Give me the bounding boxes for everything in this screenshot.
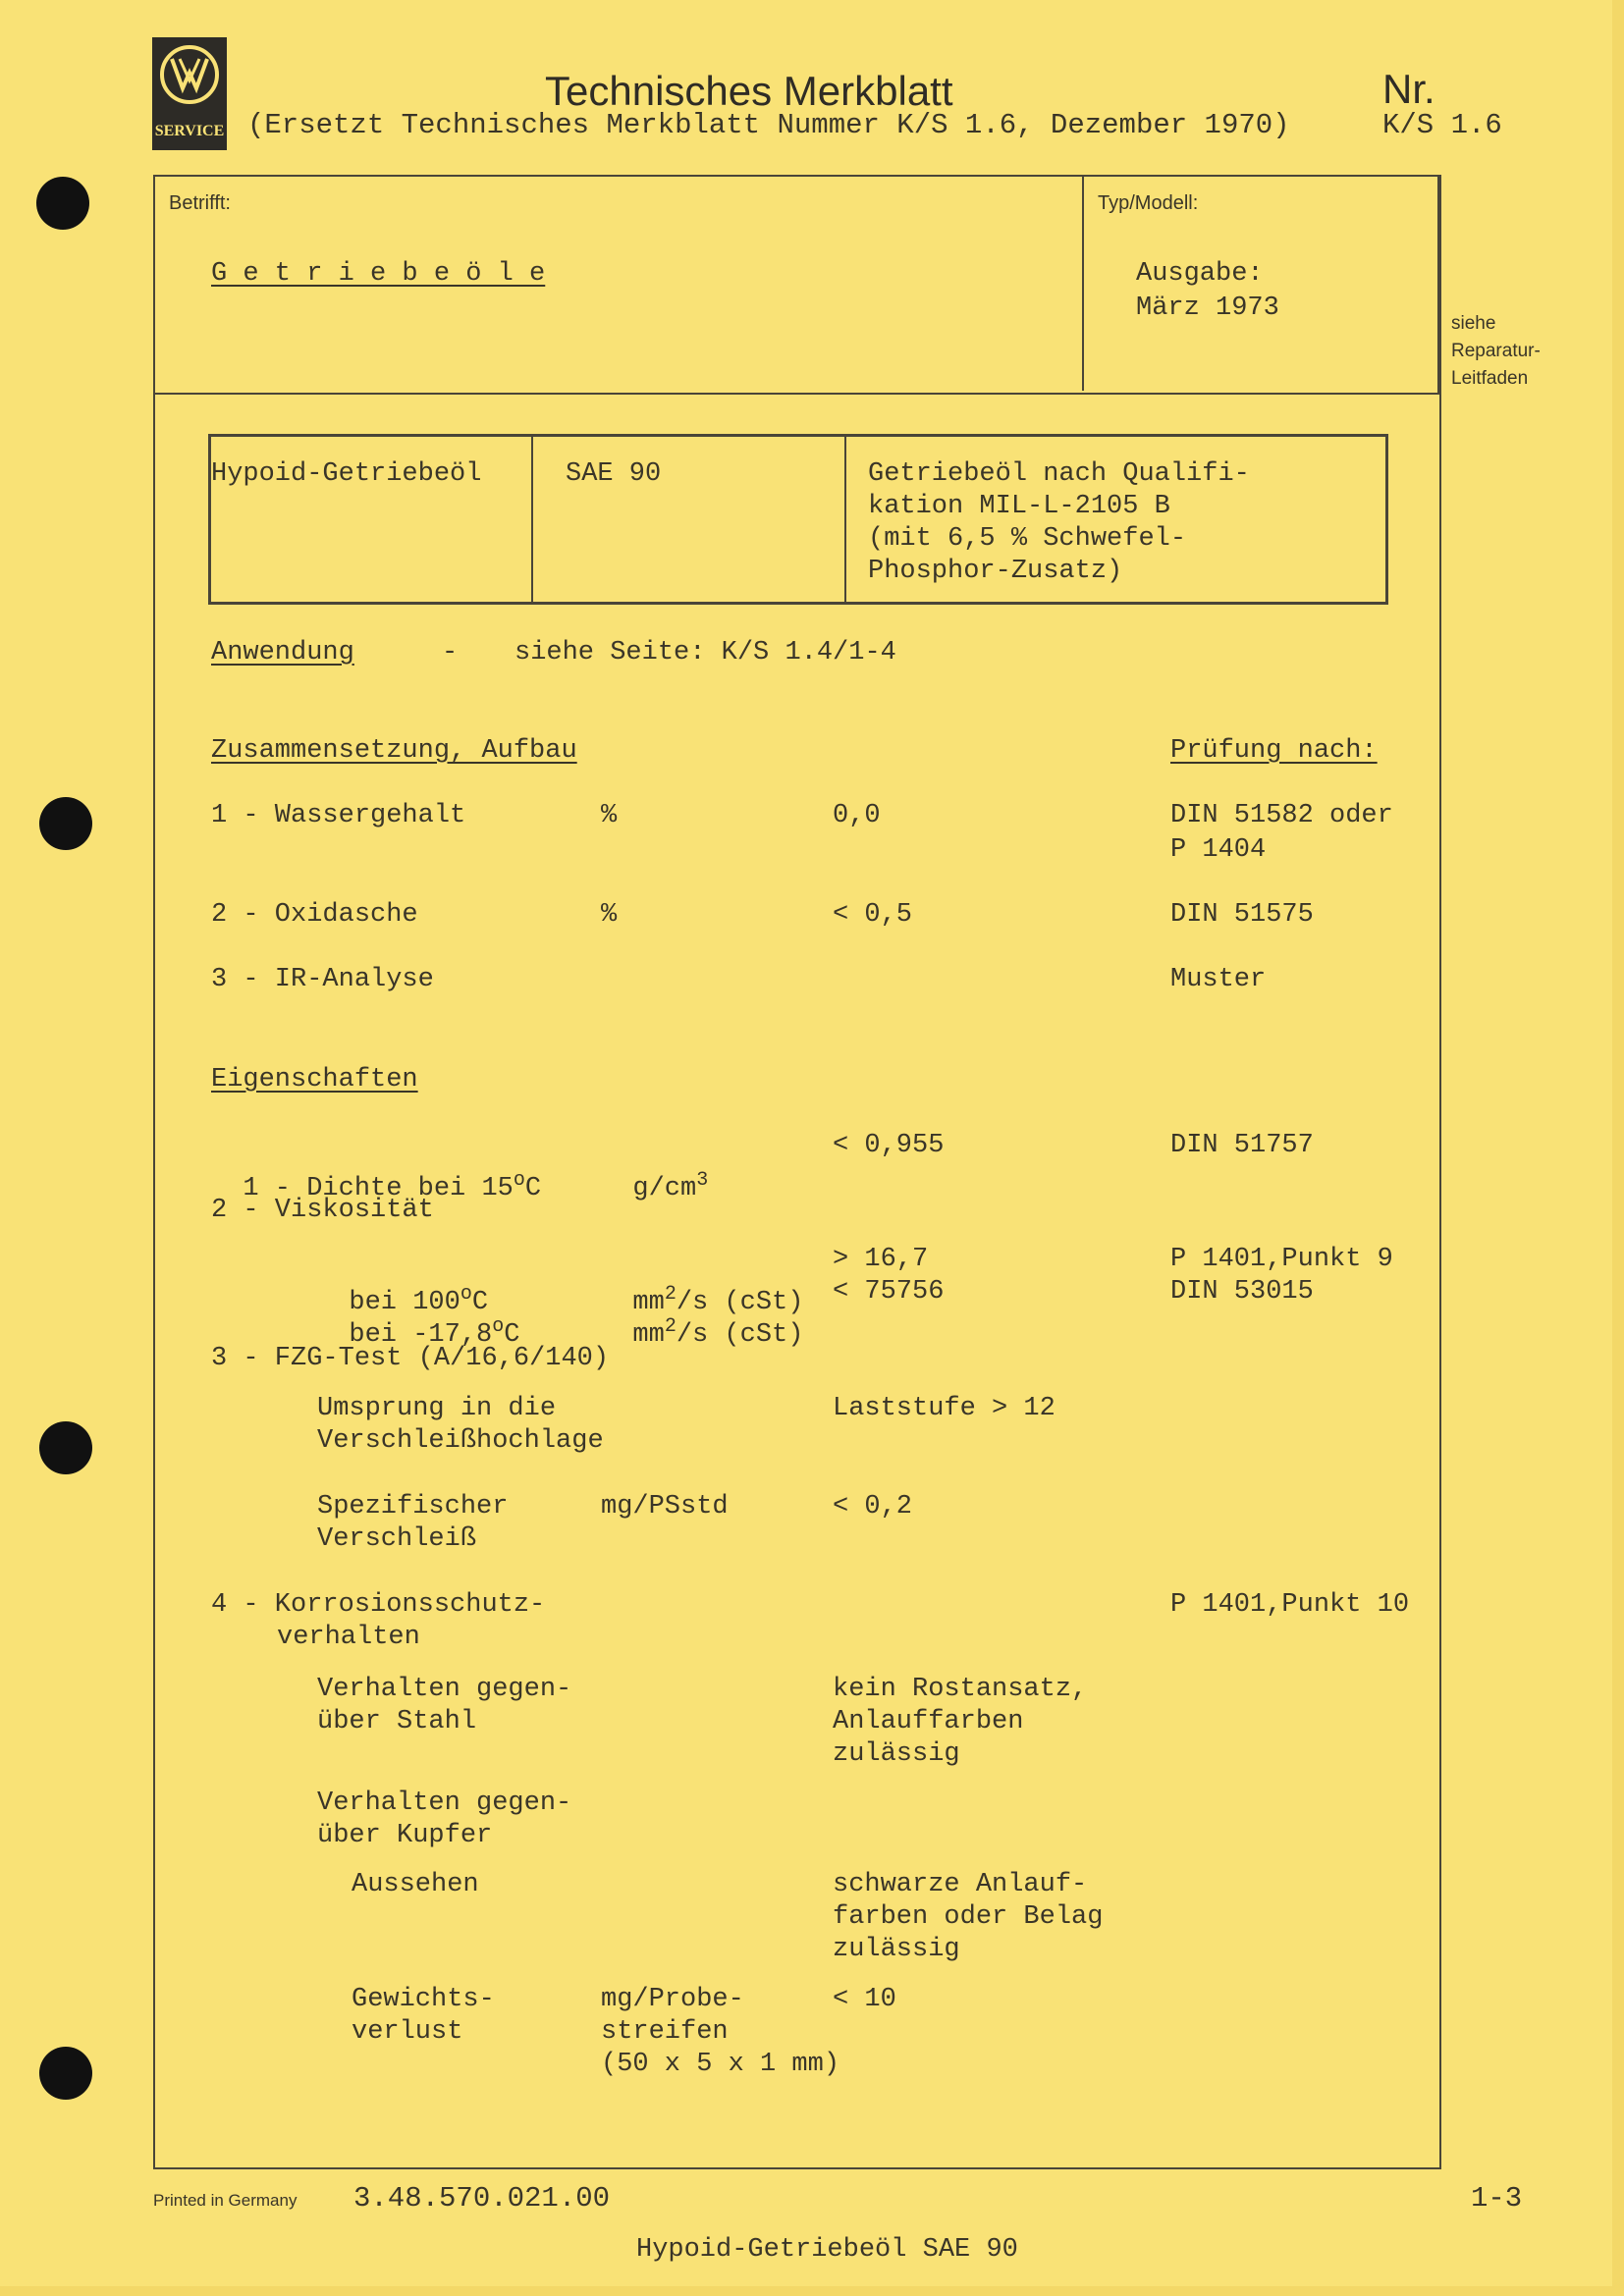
- product-table-divider: [844, 434, 846, 603]
- stahl-label: Verhalten gegen-: [317, 1675, 572, 1704]
- fzg-spez-unit: mg/PSstd: [601, 1492, 729, 1522]
- celsius: C: [524, 1174, 542, 1203]
- unit-text: /s (cSt): [676, 1320, 804, 1350]
- logo-service-label: SERVICE: [154, 123, 225, 139]
- product-name: Hypoid-Getriebeöl: [211, 459, 482, 489]
- unit-text: /s (cSt): [676, 1288, 804, 1317]
- header-box-divider: [1082, 175, 1084, 391]
- table-row-test: P 1404: [1170, 835, 1267, 865]
- degree-mark: o: [492, 1315, 505, 1338]
- celsius: C: [471, 1288, 489, 1317]
- fzg-spez: Verschleiß: [317, 1524, 477, 1554]
- fzg-spez-value: < 0,2: [833, 1492, 913, 1522]
- temp-label: bei -17,8: [349, 1320, 493, 1350]
- fzg-umsprung: Verschleißhochlage: [317, 1426, 604, 1456]
- gewicht-unit: mg/Probe-: [601, 1985, 744, 2014]
- product-desc: kation MIL-L-2105 B: [868, 492, 1170, 521]
- binder-hole: [39, 1421, 92, 1474]
- stahl-value: zulässig: [833, 1739, 960, 1769]
- paper-edge-right: [1612, 0, 1624, 2296]
- fzg-spez: Spezifischer: [317, 1492, 509, 1522]
- aussehen-value: zulässig: [833, 1935, 960, 1964]
- dichte-label: 1 - Dichte bei 15: [243, 1174, 514, 1203]
- document-title: Technisches Merkblatt: [545, 68, 953, 114]
- table-row-value: < 0,5: [833, 900, 913, 930]
- typ-modell-label: Typ/Modell:: [1098, 192, 1199, 214]
- table-row-label: 1 - Wassergehalt: [211, 801, 466, 830]
- superscript: 2: [664, 1283, 677, 1306]
- anwendung-dash: -: [442, 638, 459, 667]
- table-row-unit: %: [601, 900, 618, 930]
- viskositaet-value-2: < 75756: [833, 1277, 945, 1307]
- table-row-test: Muster: [1170, 965, 1267, 994]
- betrifft-value: G e t r i e b e ö l e: [211, 259, 546, 289]
- aussehen-value: farben oder Belag: [833, 1902, 1104, 1932]
- product-desc: (mit 6,5 % Schwefel-: [868, 524, 1187, 554]
- fzg-label: 3 - FZG-Test (A/16,6/140): [211, 1344, 610, 1373]
- celsius: C: [504, 1320, 520, 1350]
- stahl-value: Anlauffarben: [833, 1707, 1024, 1736]
- aussehen-label: Aussehen: [352, 1870, 479, 1899]
- table-row-label: 3 - IR-Analyse: [211, 965, 434, 994]
- zusammensetzung-heading: Zusammensetzung, Aufbau: [211, 736, 577, 766]
- binder-hole: [39, 797, 92, 850]
- printed-in-germany: Printed in Germany: [153, 2191, 298, 2210]
- table-row-test: DIN 51575: [1170, 900, 1314, 930]
- product-table-divider: [531, 434, 533, 603]
- viskositaet-value-1: > 16,7: [833, 1245, 929, 1274]
- document-subtitle: (Ersetzt Technisches Merkblatt Nummer K/S 1.6, Dezember 1970): [247, 109, 1290, 141]
- table-row-label: 2 - Oxidasche: [211, 900, 418, 930]
- binder-hole: [36, 177, 89, 230]
- svg-text:VW: VW: [189, 77, 190, 78]
- viskositaet-test-2: DIN 53015: [1170, 1277, 1314, 1307]
- eigenschaften-heading: Eigenschaften: [211, 1065, 418, 1095]
- stahl-label: über Stahl: [317, 1707, 477, 1736]
- vw-logo-icon: [152, 37, 227, 116]
- unit-text: mm: [632, 1288, 665, 1317]
- footer-product: Hypoid-Getriebeöl SAE 90: [636, 2235, 1018, 2265]
- nr-value: K/S 1.6: [1382, 109, 1502, 141]
- side-note-2: Reparatur-: [1451, 341, 1541, 361]
- superscript: 2: [664, 1315, 677, 1338]
- fzg-umsprung: Umsprung in die: [317, 1394, 557, 1423]
- kupfer-label: über Kupfer: [317, 1821, 493, 1850]
- ausgabe-label: Ausgabe:: [1136, 259, 1264, 289]
- dichte-test: DIN 51757: [1170, 1131, 1314, 1160]
- dichte-unit: [601, 1129, 708, 1206]
- binder-hole: [39, 2047, 92, 2100]
- aussehen-value: schwarze Anlauf-: [833, 1870, 1088, 1899]
- korrosion-label: 4 - Korrosionsschutz-: [211, 1590, 546, 1620]
- superscript: 3: [696, 1169, 709, 1192]
- gewicht-unit: streifen: [601, 2017, 729, 2047]
- side-note-3: Leitfaden: [1451, 368, 1529, 389]
- fzg-umsprung-value: Laststufe > 12: [833, 1394, 1056, 1423]
- table-row-value: 0,0: [833, 801, 881, 830]
- anwendung-label: Anwendung: [211, 638, 354, 667]
- stahl-value: kein Rostansatz,: [833, 1675, 1088, 1704]
- degree-mark: o: [460, 1283, 472, 1306]
- paper-edge-bottom: [0, 2286, 1624, 2296]
- product-desc: Getriebeöl nach Qualifi-: [868, 459, 1250, 489]
- temp-label: bei 100: [349, 1288, 460, 1317]
- gewicht-label: verlust: [352, 2017, 463, 2047]
- degree-mark: o: [513, 1169, 525, 1192]
- footer-code: 3.48.570.021.00: [353, 2182, 611, 2215]
- kupfer-label: Verhalten gegen-: [317, 1789, 572, 1818]
- vw-service-logo: [152, 37, 227, 150]
- ausgabe-value: März 1973: [1136, 294, 1279, 323]
- betrifft-label: Betrifft:: [169, 192, 231, 214]
- nr-label: Nr.: [1382, 66, 1435, 112]
- gewicht-label: Gewichts-: [352, 1985, 495, 2014]
- side-note-1: siehe: [1451, 313, 1496, 334]
- gewicht-unit: (50 x 5 x 1 mm): [601, 2050, 840, 2079]
- viskositaet-label: 2 - Viskosität: [211, 1196, 434, 1225]
- product-grade: SAE 90: [566, 459, 662, 489]
- korrosion-test: P 1401,Punkt 10: [1170, 1590, 1410, 1620]
- unit-text: g/cm: [632, 1174, 697, 1203]
- viskositaet-test-1: P 1401,Punkt 9: [1170, 1245, 1393, 1274]
- dichte-value: < 0,955: [833, 1131, 945, 1160]
- pruefung-heading: Prüfung nach:: [1170, 736, 1378, 766]
- gewicht-value: < 10: [833, 1985, 896, 2014]
- viskositaet-unit-2: [601, 1275, 803, 1353]
- anwendung-text: siehe Seite: K/S 1.4/1-4: [514, 638, 896, 667]
- korrosion-label: verhalten: [277, 1623, 420, 1652]
- unit-text: mm: [632, 1320, 665, 1350]
- product-desc: Phosphor-Zusatz): [868, 557, 1123, 586]
- footer-page: 1-3: [1471, 2182, 1523, 2215]
- table-row-test: DIN 51582 oder: [1170, 801, 1393, 830]
- table-row-unit: %: [601, 801, 618, 830]
